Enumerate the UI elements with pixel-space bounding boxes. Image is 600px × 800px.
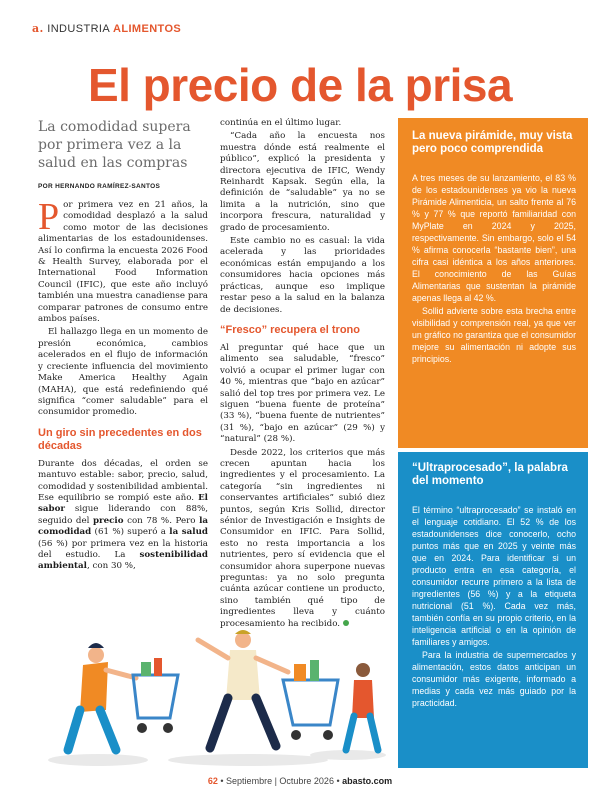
sidebar-ultraprocesado (398, 452, 588, 768)
article-headline: El precio de la prisa (87, 59, 513, 111)
sidebar-title: “Ultraprocesado”, la palabra del momento (412, 462, 568, 487)
article-column-2 (220, 118, 385, 632)
subheading-giro: Un giro sin precedentes en dos décadas (38, 426, 202, 452)
paragraph-6: Este cambio no es casual: la vida acelerada y las prioridades económicas están empujando a los consumidores hacia opciones más prácticas, aunque eso implique restar peso a la salud en la balanza de decisiones. (220, 236, 385, 315)
brand-mark: a. (32, 22, 44, 35)
shopper-center-icon (198, 630, 288, 748)
paragraph-1-text: or primera vez en 21 años, la comodidad desplazó a la salud como motor de las decisiones alimentarias de los estadounidenses. Así lo confirma la encuesta 2026 Food & Health Survey, elaborada por el International Food Information Council (IFIC), que este año incluyó también una muestra canadiense para comparar patrones de consumo entre ambos países. (38, 200, 208, 325)
subheading-fresco: “Fresco” recupera el trono (220, 323, 360, 336)
paragraph-5: “Cada año la encuesta nos muestra dónde está realmente el público”, explicó la presidenta y directora ejecutiva de IFIC, Wendy Reinhardt Kapsak. Según ella, la definición de “saludable” ya no se limita a la nutrición, sino que incorpora frescura, naturalidad y grado de procesamiento. (220, 131, 385, 233)
paragraph-2: El hallazgo llega en un momento de presión económica, cambios acelerados en el flujo de información y creciente influencia del movimiento Make America Healthy Again (MAHA), que está redefiniendo qué significa “comer saludable” para el consumidor promedio. (38, 327, 208, 418)
section-label: INDUSTRIA (47, 23, 110, 35)
sidebar-body: El término “ultraprocesado” se instaló en el lenguaje cotidiano. El 52 % de los estadounidenses dice conocerlo, ocho puntos más que en 2025 y veinte más que en 2024. Para identificar si un producto entra en esa categoría, el consumidor recurre primero a la lista de ingredientes (56 %) y a la etiqueta nutricional (51 %). Cada vez más, también confía en su propio criterio, en la inteligencia artificial o en la opinión de familiares y amigos. Para la industria de supermercados y alimentación, estos datos anticipan un consumidor más exigente, informado a medias y cada vez más guiado por la practicidad. (412, 505, 576, 708)
paragraph-1 (38, 196, 208, 325)
article-column-1 (38, 196, 208, 575)
cart-left-icon (133, 658, 178, 733)
paragraph-8: Desde 2022, los criterios que más crecen apuntan hacia los ingredientes y el procesamiento. La categoría “sin ingredientes ni conservantes artificiales” subió diez puntos, según Kris Sollid, director sénior de Investigación e Insights de Consumidor en IFIC. Para Sollid, esto no resta importancia a los nutrientes, pero sí evidencia que el consumidor ahora superpone nuevas preguntas: ya no solo pregunta cuánta azúcar contiene un producto, sino también qué tipo de ingredientes lleva y cuánto procesamiento ha recibido. (220, 447, 385, 629)
shopper-left-icon (68, 643, 136, 750)
sidebar-body: A tres meses de su lanzamiento, el 83 % de los estadounidenses ya vio la nueva Pirámide Alimenticia, un salto frente al 76 % y 77 % que reportó familiaridad con MyPlate en 2024 y 2025, respectivamente. Sin embargo, solo el 54 % afirma conocerla “bastante bien”, una cifra casi idéntica a los años anteriores. El conocimiento de las Guías Alimentarias que sustentan la pirámide apenas llega al 42 %. Sollid advierte sobre esta brecha entre visibilidad y comprensión real, ya que ver un gráfico no garantiza que el consumidor mejore su alimentación ni adopte sus principios. (412, 173, 576, 364)
sidebar-nueva-piramide (398, 118, 588, 448)
drop-cap: P (38, 196, 60, 238)
page-footer: 62 • Septiembre | Octubre 2026 • abasto.com (207, 776, 393, 786)
article-subtitle: La comodidad supera por primera vez a la salud en las compras (38, 119, 191, 171)
shoppers-with-carts-illustration (38, 600, 388, 770)
paragraph-4: continúa en el último lugar. (220, 118, 342, 128)
paragraph-3: Durante dos décadas, el orden se mantuvo estable: sabor, precio, salud, comodidad y sostenibilidad ambiental. Ese equilibrio se rompió este año. El sabor sigue liderando con 88%, seguido del precio con 78 %. Pero la comodidad (61 %) superó a la salud (56 %) por primera vez en la historia del estudio. La sostenibilidad ambiental, con 30 %, (38, 458, 208, 572)
shopper-right-icon (346, 663, 378, 750)
site-url: abasto.com (342, 776, 393, 786)
cart-center-icon (283, 660, 338, 740)
sidebar-title: La nueva pirámide, muy vista pero poco comprendida (412, 130, 573, 155)
byline: POR HERNANDO RAMÍREZ-SANTOS (38, 183, 161, 190)
section-header (32, 22, 181, 35)
section-label-bold: ALIMENTOS (112, 23, 182, 35)
page-number: 62 (207, 776, 218, 786)
paragraph-7: Al preguntar qué hace que un alimento sea saludable, “fresco” volvió a ocupar el primer lugar con 40 %, mientras que “bajo en azúcar” salió del top tres por primera vez. Le siguen “buena fuente de proteína” (33 %), “buena fuente de nutrientes” (31 %), “bajo en azúcar” (29 %) y “natural” (28 %). (220, 342, 385, 445)
issue-date: Septiembre | Octubre 2026 (226, 776, 334, 786)
